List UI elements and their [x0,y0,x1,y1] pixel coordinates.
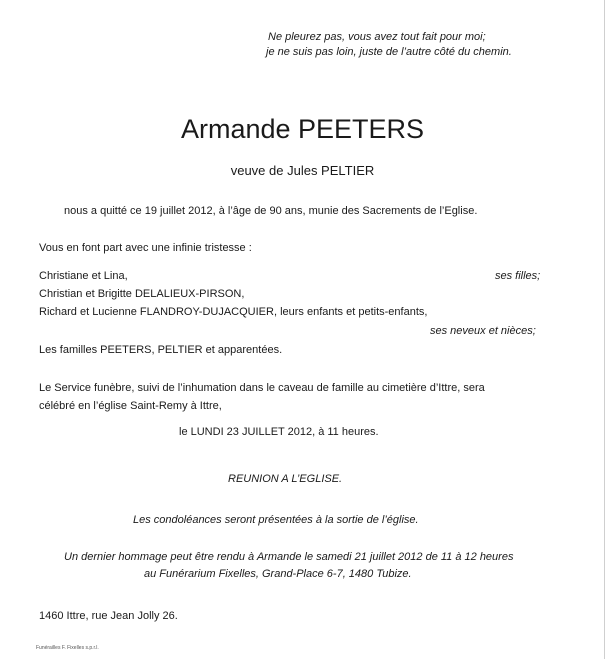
service-date: le LUNDI 23 JUILLET 2012, à 11 heures. [179,426,379,438]
epigraph-line-1: Ne pleurez pas, vous avez tout fait pour moi; [268,31,486,43]
family-line-3: Richard et Lucienne FLANDROY-DUJACQUIER, leurs enfants et petits-enfants, [39,306,428,318]
tribute-line-2: au Funérarium Fixelles, Grand-Place 6-7, 1480 Tubize. [144,568,412,580]
tribute-line-1: Un dernier hommage peut être rendu à Armande le samedi 21 juillet 2012 de 11 à 12 heures [64,551,514,563]
family-intro: Vous en font part avec une infinie tristesse : [39,242,252,254]
condolences-notice: Les condoléances seront présentées à la sortie de l’église. [133,514,419,526]
family-line-1: Christiane et Lina, [39,270,128,282]
deceased-relation: veuve de Jules PELTIER [230,163,375,178]
family-role-daughters: ses filles; [495,270,541,282]
family-line-2: Christian et Brigitte DELALIEUX-PIRSON, [39,288,245,300]
reunion-notice: REUNION A L’EGLISE. [228,473,343,485]
deceased-name: Armande PEETERS [180,114,425,144]
funeral-home-footer: Funérailles F. Fixelles s.p.r.l. [36,645,99,651]
death-announcement: nous a quitté ce 19 juillet 2012, à l’âge de 90 ans, munie des Sacrements de l’Eglise. [64,205,478,217]
family-role-nephews: ses neveux et nièces; [430,325,536,337]
service-line-2: célébré en l’église Saint-Remy à Ittre, [39,400,222,412]
family-line-4: Les familles PEETERS, PELTIER et apparentées. [39,344,283,356]
family-address: 1460 Ittre, rue Jean Jolly 26. [39,610,178,622]
service-line-1: Le Service funèbre, suivi de l’inhumation dans le caveau de famille au cimetière d’Ittre, sera [39,382,485,394]
epigraph-line-2: je ne suis pas loin, juste de l’autre côté du chemin. [266,46,512,58]
